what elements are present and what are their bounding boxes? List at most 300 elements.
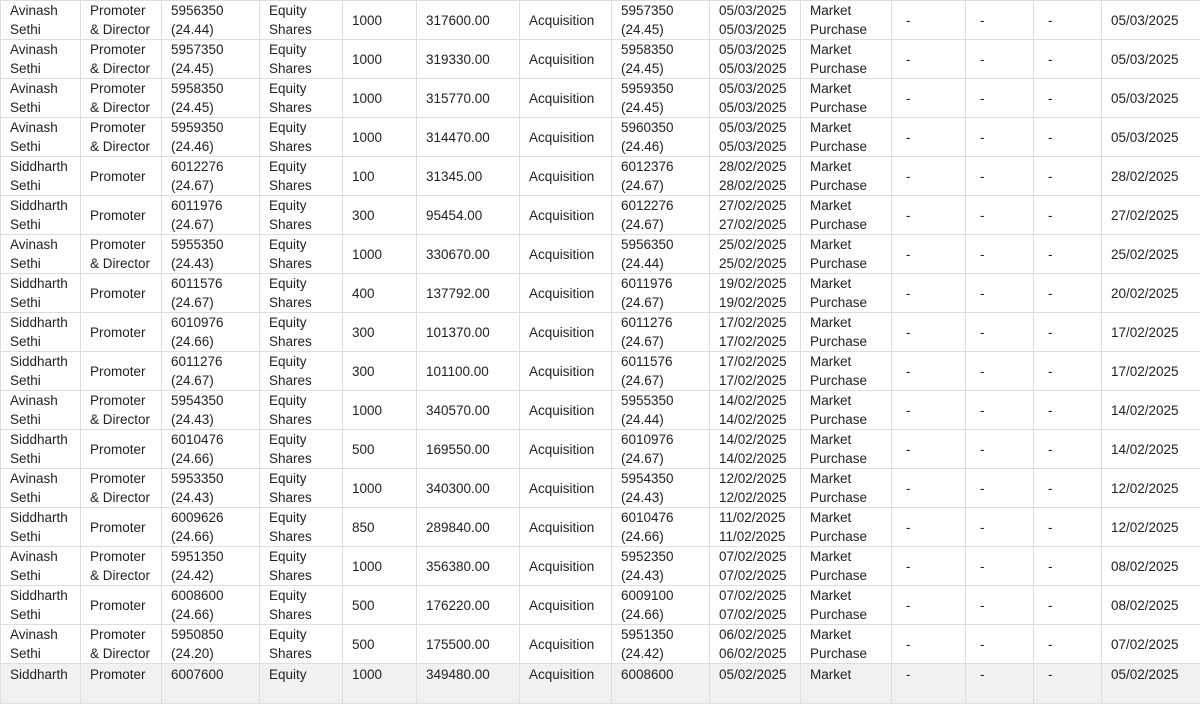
acquisition-mode-line: Market: [810, 235, 891, 254]
quantity: 300: [352, 364, 375, 379]
security-type-line: Equity: [269, 196, 342, 215]
person-category-line: & Director: [90, 566, 161, 585]
quantity: 1000: [352, 91, 382, 106]
security-type-cell: [260, 40, 343, 79]
transaction-value-cell: [417, 79, 520, 118]
security-type-line: Shares: [269, 215, 342, 234]
derivative-type: -: [906, 637, 911, 652]
acquirer-name-line: Sethi: [10, 59, 80, 78]
intimation-date-cell: [1102, 313, 1200, 352]
table-row: [1, 313, 1200, 352]
transaction-dates-line: 28/02/2025: [719, 157, 800, 176]
derivative-sell: -: [1048, 637, 1053, 652]
person-category-line: & Director: [90, 488, 161, 507]
table-row: [1, 352, 1200, 391]
derivative-type: -: [906, 13, 911, 28]
security-type-cell: [260, 508, 343, 547]
acquisition-mode-cell: [801, 235, 892, 274]
transaction-type: Acquisition: [529, 481, 594, 496]
transaction-dates-line: 05/03/2025: [719, 79, 800, 98]
transaction-dates-cell: [710, 664, 801, 704]
holding-after-line: 6011976: [621, 274, 709, 293]
transaction-type: Acquisition: [529, 442, 594, 457]
security-type-line: Equity: [269, 1, 342, 20]
holding-after-cell: [612, 508, 710, 547]
transaction-value-cell: [417, 118, 520, 157]
security-type-line: Shares: [269, 410, 342, 429]
holding-after-cell: [612, 664, 710, 704]
person-category-line: Promoter: [90, 167, 161, 186]
transaction-value-cell: [417, 196, 520, 235]
derivative-sell-cell: [1034, 664, 1102, 704]
acquirer-name-line: Avinash: [10, 235, 80, 254]
acquisition-mode-line: Purchase: [810, 644, 891, 663]
person-category-line: Promoter: [90, 79, 161, 98]
acquisition-mode-line: Purchase: [810, 605, 891, 624]
derivative-type: -: [906, 286, 911, 301]
transaction-dates-line: 27/02/2025: [719, 215, 800, 234]
acquisition-mode-line: Market: [810, 118, 891, 137]
acquisition-mode-line: Purchase: [810, 137, 891, 156]
derivative-buy-cell: [966, 586, 1034, 625]
transaction-value: 101100.00: [426, 364, 489, 379]
derivative-type-cell: [892, 469, 966, 508]
transaction-dates-cell: [710, 118, 801, 157]
acquirer-name-cell: [1, 352, 81, 391]
derivative-buy: -: [980, 520, 985, 535]
derivative-buy: -: [980, 208, 985, 223]
holding-before-cell: [162, 430, 260, 469]
quantity-cell: [343, 40, 417, 79]
derivative-type-cell: [892, 1, 966, 40]
derivative-sell-cell: [1034, 430, 1102, 469]
acquisition-mode-cell: [801, 469, 892, 508]
transaction-type-cell: [520, 157, 612, 196]
derivative-buy: -: [980, 247, 985, 262]
holding-after-line: 6011576: [621, 352, 709, 371]
acquirer-name-line: Avinash: [10, 118, 80, 137]
person-category-cell: [81, 625, 162, 664]
person-category-line: Promoter: [90, 323, 161, 342]
acquirer-name-line: Sethi: [10, 644, 80, 663]
holding-after-cell: [612, 391, 710, 430]
security-type-cell: [260, 235, 343, 274]
transaction-value-cell: [417, 625, 520, 664]
derivative-buy: -: [980, 667, 985, 682]
derivative-sell-cell: [1034, 118, 1102, 157]
quantity: 500: [352, 598, 375, 613]
security-type-line: Equity: [269, 157, 342, 176]
quantity-cell: [343, 391, 417, 430]
acquisition-mode-cell: [801, 196, 892, 235]
holding-before-cell: [162, 469, 260, 508]
transaction-type-cell: [520, 430, 612, 469]
holding-after-cell: [612, 196, 710, 235]
acquirer-name-cell: [1, 508, 81, 547]
holding-after-line: (24.67): [621, 293, 709, 312]
transaction-type-cell: [520, 508, 612, 547]
derivative-buy-cell: [966, 157, 1034, 196]
holding-before-line: 6010976: [171, 313, 259, 332]
acquirer-name-line: Sethi: [10, 410, 80, 429]
holding-after-line: 5959350: [621, 79, 709, 98]
transaction-dates-line: 14/02/2025: [719, 391, 800, 410]
holding-before-cell: [162, 196, 260, 235]
table-row: [1, 79, 1200, 118]
holding-after-cell: [612, 79, 710, 118]
holding-before-line: (24.46): [171, 137, 259, 156]
derivative-sell-cell: [1034, 313, 1102, 352]
transaction-dates-cell: [710, 508, 801, 547]
holding-before-cell: [162, 625, 260, 664]
derivative-type: -: [906, 247, 911, 262]
intimation-date: 25/02/2025: [1111, 247, 1179, 262]
security-type-line: Shares: [269, 644, 342, 663]
acquisition-mode-line: Market: [810, 157, 891, 176]
transaction-value-cell: [417, 40, 520, 79]
person-category-cell: [81, 313, 162, 352]
holding-after-cell: [612, 274, 710, 313]
transaction-value-cell: [417, 235, 520, 274]
holding-after-line: 5952350: [621, 547, 709, 566]
intimation-date: 05/03/2025: [1111, 52, 1179, 67]
acquisition-mode-cell: [801, 1, 892, 40]
acquirer-name-line: Sethi: [10, 527, 80, 546]
acquisition-mode-cell: [801, 664, 892, 704]
transaction-dates-line: 11/02/2025: [719, 508, 800, 527]
person-category-cell: [81, 274, 162, 313]
security-type-line: Equity: [269, 274, 342, 293]
person-category-line: Promoter: [90, 118, 161, 137]
holding-after-line: (24.45): [621, 98, 709, 117]
acquisition-mode-line: Purchase: [810, 371, 891, 390]
derivative-sell-cell: [1034, 40, 1102, 79]
transaction-dates-cell: [710, 274, 801, 313]
acquirer-name-cell: [1, 235, 81, 274]
acquirer-name-line: Sethi: [10, 254, 80, 273]
derivative-type-cell: [892, 664, 966, 704]
intimation-date-cell: [1102, 391, 1200, 430]
intimation-date-cell: [1102, 196, 1200, 235]
intimation-date: 12/02/2025: [1111, 520, 1179, 535]
holding-before-line: (24.67): [171, 293, 259, 312]
derivative-sell-cell: [1034, 1, 1102, 40]
derivative-type-cell: [892, 352, 966, 391]
transaction-type: Acquisition: [529, 169, 594, 184]
person-category-cell: [81, 118, 162, 157]
holding-before-line: (24.66): [171, 332, 259, 351]
security-type-line: Equity: [269, 586, 342, 605]
transaction-dates-line: 17/02/2025: [719, 313, 800, 332]
table-row: [1, 235, 1200, 274]
derivative-type-cell: [892, 313, 966, 352]
derivative-type-cell: [892, 430, 966, 469]
quantity: 1000: [352, 403, 382, 418]
table-row: [1, 625, 1200, 664]
acquirer-name-cell: [1, 1, 81, 40]
holding-after-line: (24.44): [621, 410, 709, 429]
transaction-dates-cell: [710, 157, 801, 196]
acquirer-name-cell: [1, 196, 81, 235]
acquisition-mode-line: Purchase: [810, 527, 891, 546]
transaction-value-cell: [417, 508, 520, 547]
acquirer-name-cell: [1, 40, 81, 79]
derivative-buy: -: [980, 364, 985, 379]
derivative-type-cell: [892, 235, 966, 274]
person-category-line: Promoter: [90, 665, 161, 684]
intimation-date: 05/03/2025: [1111, 91, 1179, 106]
transaction-dates-cell: [710, 586, 801, 625]
transaction-type: Acquisition: [529, 208, 594, 223]
derivative-sell: -: [1048, 13, 1053, 28]
transaction-value-cell: [417, 664, 520, 704]
acquirer-name-line: Sethi: [10, 605, 80, 624]
holding-after-cell: [612, 157, 710, 196]
acquisition-mode-cell: [801, 625, 892, 664]
holding-after-line: 5958350: [621, 40, 709, 59]
holding-before-line: 5959350: [171, 118, 259, 137]
holding-before-line: (24.67): [171, 371, 259, 390]
security-type-cell: [260, 664, 343, 704]
acquisition-mode-line: Purchase: [810, 254, 891, 273]
person-category-line: & Director: [90, 254, 161, 273]
transaction-dates-cell: [710, 235, 801, 274]
person-category-line: Promoter: [90, 40, 161, 59]
holding-before-line: 5957350: [171, 40, 259, 59]
security-type-line: Shares: [269, 527, 342, 546]
quantity-cell: [343, 79, 417, 118]
transaction-value-cell: [417, 430, 520, 469]
quantity-cell: [343, 313, 417, 352]
person-category-cell: [81, 430, 162, 469]
derivative-buy: -: [980, 637, 985, 652]
quantity: 1000: [352, 481, 382, 496]
holding-before-cell: [162, 40, 260, 79]
transaction-dates-line: 14/02/2025: [719, 449, 800, 468]
table-row: [1, 547, 1200, 586]
transaction-dates-cell: [710, 196, 801, 235]
derivative-buy-cell: [966, 79, 1034, 118]
acquirer-name-line: Avinash: [10, 469, 80, 488]
holding-after-cell: [612, 586, 710, 625]
derivative-type: -: [906, 598, 911, 613]
acquirer-name-line: Sethi: [10, 371, 80, 390]
holding-before-line: (24.42): [171, 566, 259, 585]
acquirer-name-line: Sethi: [10, 449, 80, 468]
transaction-value-cell: [417, 352, 520, 391]
transaction-dates-line: 27/02/2025: [719, 196, 800, 215]
transaction-dates-line: 25/02/2025: [719, 254, 800, 273]
security-type-cell: [260, 469, 343, 508]
transaction-type-cell: [520, 40, 612, 79]
quantity: 1000: [352, 130, 382, 145]
transaction-dates-line: 12/02/2025: [719, 469, 800, 488]
holding-before-line: (24.66): [171, 449, 259, 468]
quantity-cell: [343, 547, 417, 586]
acquirer-name-line: Siddharth: [10, 352, 80, 371]
transaction-type: Acquisition: [529, 247, 594, 262]
transaction-dates-line: 17/02/2025: [719, 352, 800, 371]
holding-before-line: 6011576: [171, 274, 259, 293]
holding-after-line: 6012376: [621, 157, 709, 176]
derivative-buy-cell: [966, 1, 1034, 40]
transaction-dates-cell: [710, 391, 801, 430]
holding-before-line: 6009626: [171, 508, 259, 527]
acquisition-mode-line: Purchase: [810, 20, 891, 39]
transaction-dates-line: 05/03/2025: [719, 20, 800, 39]
transaction-dates-line: 07/02/2025: [719, 547, 800, 566]
holding-before-line: (24.43): [171, 254, 259, 273]
acquisition-mode-cell: [801, 313, 892, 352]
derivative-type-cell: [892, 118, 966, 157]
quantity-cell: [343, 196, 417, 235]
person-category-line: Promoter: [90, 596, 161, 615]
transaction-dates-line: 06/02/2025: [719, 625, 800, 644]
holding-before-line: 5956350: [171, 1, 259, 20]
acquirer-name-line: Avinash: [10, 40, 80, 59]
transaction-value-cell: [417, 157, 520, 196]
intimation-date-cell: [1102, 664, 1200, 704]
transaction-type-cell: [520, 547, 612, 586]
security-type-line: Shares: [269, 566, 342, 585]
transaction-type: Acquisition: [529, 637, 594, 652]
person-category-cell: [81, 508, 162, 547]
table-row: [1, 586, 1200, 625]
holding-after-cell: [612, 469, 710, 508]
transaction-dates-line: 05/03/2025: [719, 1, 800, 20]
security-type-cell: [260, 625, 343, 664]
holding-after-cell: [612, 430, 710, 469]
security-type-line: Shares: [269, 254, 342, 273]
intimation-date-cell: [1102, 352, 1200, 391]
derivative-sell: -: [1048, 403, 1053, 418]
quantity: 300: [352, 325, 375, 340]
intimation-date: 14/02/2025: [1111, 403, 1179, 418]
person-category-line: & Director: [90, 98, 161, 117]
holding-after-line: (24.43): [621, 488, 709, 507]
person-category-cell: [81, 664, 162, 704]
derivative-sell-cell: [1034, 625, 1102, 664]
quantity-cell: [343, 118, 417, 157]
person-category-cell: [81, 391, 162, 430]
security-type-line: Shares: [269, 293, 342, 312]
transaction-type: Acquisition: [529, 559, 594, 574]
quantity: 100: [352, 169, 375, 184]
holding-before-cell: [162, 586, 260, 625]
person-category-cell: [81, 352, 162, 391]
transaction-value: 340300.00: [426, 481, 490, 496]
transaction-type-cell: [520, 235, 612, 274]
acquisition-mode-line: Purchase: [810, 215, 891, 234]
derivative-sell: -: [1048, 325, 1053, 340]
acquirer-name-line: Siddharth: [10, 586, 80, 605]
derivative-type: -: [906, 208, 911, 223]
transaction-type-cell: [520, 625, 612, 664]
transaction-dates-line: 05/03/2025: [719, 40, 800, 59]
derivative-sell-cell: [1034, 508, 1102, 547]
acquisition-mode-line: Market: [810, 469, 891, 488]
holding-after-cell: [612, 547, 710, 586]
person-category-cell: [81, 40, 162, 79]
person-category-line: Promoter: [90, 440, 161, 459]
holding-before-line: (24.20): [171, 644, 259, 663]
security-type-cell: [260, 274, 343, 313]
derivative-sell-cell: [1034, 274, 1102, 313]
derivative-buy-cell: [966, 196, 1034, 235]
security-type-cell: [260, 586, 343, 625]
transaction-dates-line: 19/02/2025: [719, 274, 800, 293]
derivative-buy: -: [980, 52, 985, 67]
holding-before-cell: [162, 508, 260, 547]
transaction-value-cell: [417, 313, 520, 352]
transaction-type-cell: [520, 352, 612, 391]
transaction-type: Acquisition: [529, 286, 594, 301]
transaction-value: 176220.00: [426, 598, 490, 613]
derivative-sell: -: [1048, 91, 1053, 106]
acquisition-mode-line: Market: [810, 1, 891, 20]
security-type-cell: [260, 391, 343, 430]
acquisition-mode-line: Purchase: [810, 566, 891, 585]
security-type-line: Equity: [269, 625, 342, 644]
quantity-cell: [343, 274, 417, 313]
holding-after-line: 6010476: [621, 508, 709, 527]
transaction-value-cell: [417, 1, 520, 40]
security-type-line: Shares: [269, 605, 342, 624]
transaction-type: Acquisition: [529, 667, 594, 682]
quantity: 1000: [352, 247, 382, 262]
acquisition-mode-line: Market: [810, 665, 891, 684]
transaction-dates-cell: [710, 352, 801, 391]
acquirer-name-cell: [1, 586, 81, 625]
transaction-value: 315770.00: [426, 91, 490, 106]
transaction-value-cell: [417, 469, 520, 508]
person-category-cell: [81, 235, 162, 274]
quantity: 1000: [352, 559, 382, 574]
transaction-dates-line: 05/03/2025: [719, 137, 800, 156]
holding-after-line: (24.43): [621, 566, 709, 585]
security-type-line: Shares: [269, 488, 342, 507]
derivative-sell: -: [1048, 52, 1053, 67]
intimation-date-cell: [1102, 547, 1200, 586]
holding-before-line: (24.45): [171, 98, 259, 117]
intimation-date: 17/02/2025: [1111, 325, 1179, 340]
acquirer-name-line: Avinash: [10, 79, 80, 98]
acquisition-mode-line: Market: [810, 508, 891, 527]
acquirer-name-cell: [1, 157, 81, 196]
holding-before-line: (24.67): [171, 176, 259, 195]
transaction-type-cell: [520, 313, 612, 352]
acquisition-mode-cell: [801, 586, 892, 625]
transaction-value: 340570.00: [426, 403, 490, 418]
security-type-line: Shares: [269, 20, 342, 39]
person-category-cell: [81, 79, 162, 118]
holding-after-line: (24.42): [621, 644, 709, 663]
derivative-sell: -: [1048, 559, 1053, 574]
holding-before-line: 5951350: [171, 547, 259, 566]
security-type-line: Equity: [269, 547, 342, 566]
person-category-line: & Director: [90, 20, 161, 39]
derivative-type: -: [906, 169, 911, 184]
derivative-sell: -: [1048, 598, 1053, 613]
derivative-buy-cell: [966, 469, 1034, 508]
derivative-sell: -: [1048, 169, 1053, 184]
security-type-line: Equity: [269, 665, 342, 684]
derivative-buy-cell: [966, 430, 1034, 469]
transaction-value-cell: [417, 391, 520, 430]
security-type-line: Shares: [269, 98, 342, 117]
holding-after-line: 5951350: [621, 625, 709, 644]
derivative-sell-cell: [1034, 547, 1102, 586]
